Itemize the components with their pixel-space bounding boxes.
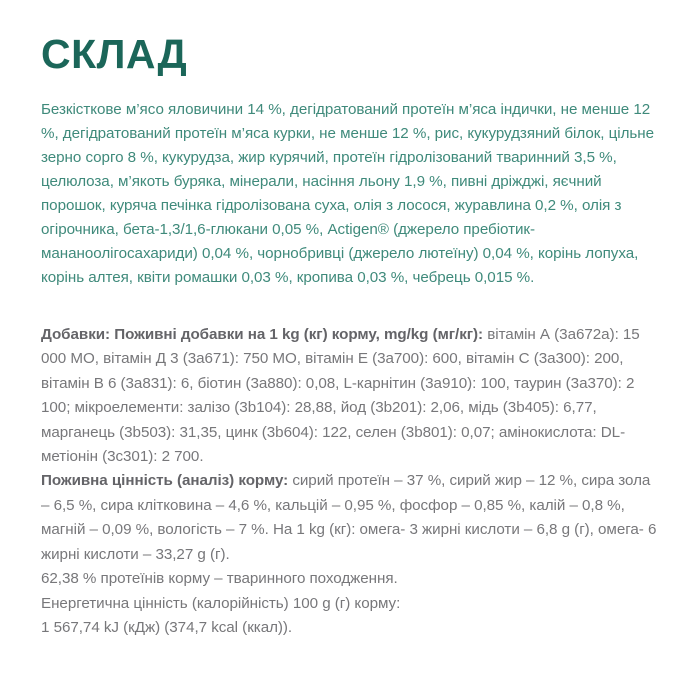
energy-value-value: 1 567,74 kJ (кДж) (374,7 kcal (ккал)). <box>41 618 293 636</box>
additives-paragraph <box>41 323 659 469</box>
additives-value: вітамін А (3а672а): 15 000 МО, вітамін Д 3 (3а671): 750 МО, вітамін Е (3а700): 600, вітамін С (3а300): 200, вітамін В 6 (3а831): 6, біотин (3а880): 0,08, L-карнітин (3а910): 100, таурин (3а370): 2 100; мікроелементи: залізо (3b104): 28,88, йод (3b201): 2,06, мідь (3b405): 6,77, марганець (3b503): 31,35, цинк (3b604): 122, селен (3b801): 0,07; амінокислота: DL-метіонін (3с301): 2 700. <box>41 326 640 466</box>
page-title: СКЛАД <box>41 31 188 77</box>
nutritional-value-value: сирий протеїн – 37 %, сирий жир – 12 %, сира зола – 6,5 %, сира клітковина – 4,6 %, кальцій – 0,95 %, фосфор – 0,85 %, калій – 0,8 %, магній – 0,09 %, вологість – 7 %. На 1 kg (кг): омега- 3 жирні кислоти – 6,8 g (г), омега- 6 жирні кислоти – 33,27 g (г). <box>41 472 657 563</box>
nutritional-value-label: Поживна цінність (аналіз) корму: <box>41 472 289 490</box>
composition-text: Безкісткове м’ясо яловичини 14 %, дегідратований протеїн м’яса індички, не менше 12 %, дегідратований протеїн м’яса курки, не менше 12 %, рис, кукурудзяний білок, цільне зерно сорго 8 %, кукурудза, жир курячий, протеїн гідролізований тваринний 3,5 %, целюлоза, м’якоть буряка, мінерали, насіння льону 1,9 %, пивні дріжджі, яєчний порошок, куряча печінка гідролізована суха, олія з лосося, журавлина 0,2 %, олія з огірочника, бета-1,3/1,6-глюкани 0,05 %, Actigen® (джерело пребіотик-мананоолігосахариди) 0,04 %, чорнобривці (джерело лютеїну) 0,04 %, корінь лопуха, корінь алтея, квіти ромашки 0,03 %, кропива 0,03 %, чебрець 0,015 %. <box>41 101 655 287</box>
additives-label: Добавки: Поживні добавки на 1 kg (кг) корму, mg/kg (мг/кг): <box>41 326 484 344</box>
protein-origin-paragraph: 62,38 % протеїнів корму – тваринного походження. <box>41 570 398 588</box>
nutritional-value-paragraph <box>41 469 659 567</box>
section-divider-gap <box>41 290 659 323</box>
content-wrapper <box>41 33 659 640</box>
energy-value-label: Енергетична цінність (калорійність) 100 g (г) корму: <box>41 594 401 612</box>
analysis-block <box>41 323 659 640</box>
